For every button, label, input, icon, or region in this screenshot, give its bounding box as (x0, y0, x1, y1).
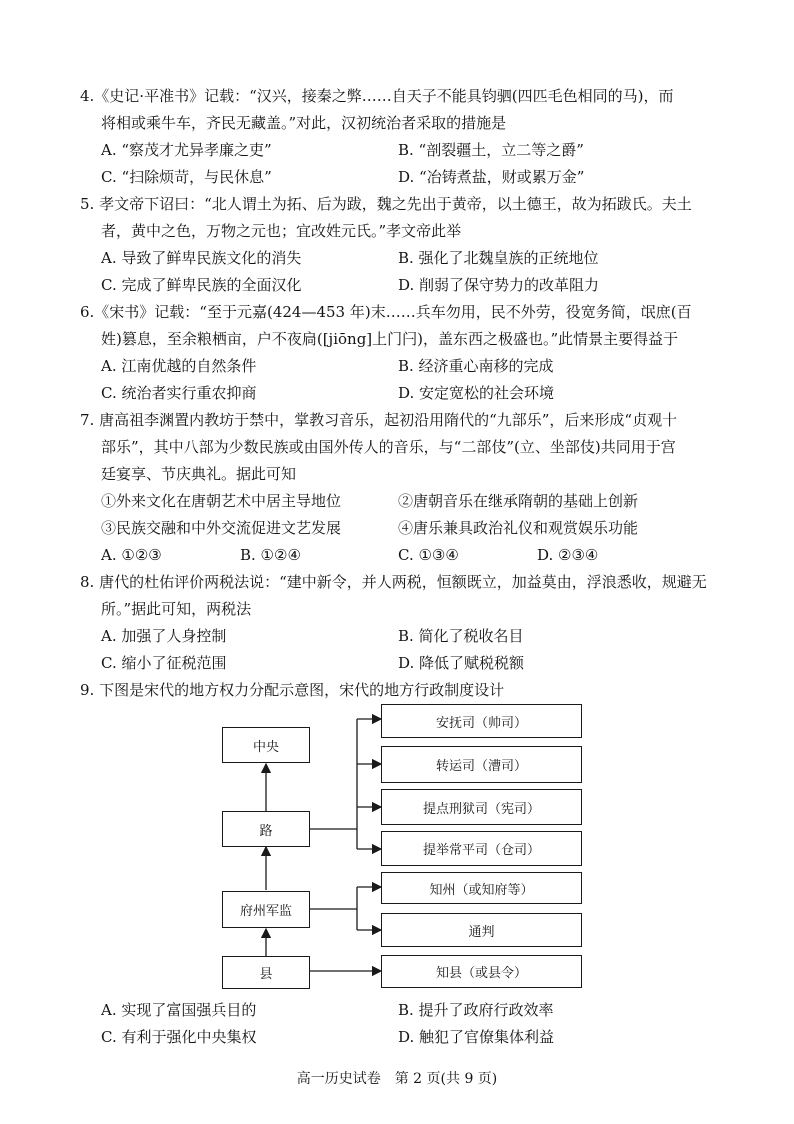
q6-stem-line2: 姓)篡息，至余粮栖亩，户不夜扃([jiōng]上门闩)，盖东西之极盛也。”此情景主要得益于 (101, 330, 679, 348)
box-tiju-changping-si: 提举常平司（仓司） (381, 831, 582, 866)
box-zhizhou: 知州（或知府等） (381, 872, 582, 904)
q7-statement-3: ③民族交融和中外交流促进文艺发展 (101, 519, 342, 537)
box-center: 中央 (222, 727, 310, 763)
q8-stem-line2: 所。”据此可知，两税法 (101, 600, 252, 618)
q7-option-d: D. ②③④ (537, 546, 599, 564)
page-footer: 高一历史试卷 第 2 页(共 9 页) (296, 1071, 498, 1087)
q8-stem-line1: 8. 唐代的杜佑评价两税法说：“建中新令，并人两税，恒额既立，加益莫由，浮浪悉收，规避无 (80, 573, 707, 591)
q4-stem-line1: 4.《史记·平准书》记载：“汉兴，接秦之弊……自天子不能具钧驷(四匹毛色相同的马)，而 (80, 87, 674, 105)
q8-option-d: D. 降低了赋税税额 (398, 654, 525, 672)
q9-option-a: A. 实现了富国强兵目的 (101, 1001, 257, 1019)
q5-option-d: D. 削弱了保守势力的改革阻力 (398, 276, 600, 294)
q6-stem-line1: 6.《宋书》记载：“至于元嘉(424—453 年)末……兵车勿用，民不外劳，役宽务简，氓庶(百 (80, 303, 692, 321)
box-zhuanyun-si: 转运司（漕司） (381, 746, 582, 783)
q8-option-c: C. 缩小了征税范围 (101, 654, 227, 672)
box-lu: 路 (222, 811, 310, 847)
q8-option-a: A. 加强了人身控制 (101, 627, 227, 645)
box-xian: 县 (222, 956, 310, 989)
q7-option-b: B. ①②④ (240, 546, 301, 564)
q7-stem-line3: 廷宴享、节庆典礼。据此可知 (101, 465, 297, 483)
box-fuzhou-junjian: 府州军监 (222, 891, 310, 928)
q7-statement-2: ②唐朝音乐在继承隋朝的基础上创新 (398, 492, 639, 510)
q5-stem-line2: 者，黄中之色，万物之元也；宜改姓元氏。”孝文帝此举 (101, 222, 462, 240)
q7-stem-line1: 7. 唐高祖李渊置内教坊于禁中，掌教习音乐，起初沿用隋代的“九部乐”，后来形成“贞观十 (80, 411, 678, 429)
q4-option-d: D. “冶铸煮盐，财或累万金” (398, 168, 585, 186)
q9-stem: 9. 下图是宋代的地方权力分配示意图，宋代的地方行政制度设计 (80, 681, 505, 699)
q7-statement-1: ①外来文化在唐朝艺术中居主导地位 (101, 492, 342, 510)
q7-option-a: A. ①②③ (101, 546, 162, 564)
q9-option-b: B. 提升了政府行政效率 (398, 1001, 554, 1019)
q9-option-d: D. 触犯了官僚集体利益 (398, 1028, 555, 1046)
q4-option-c: C. “扫除烦苛，与民休息” (101, 168, 272, 186)
box-anfu-si: 安抚司（帅司） (381, 704, 582, 738)
q4-stem-line2: 将相或乘牛车，齐民无藏盖。”对此，汉初统治者采取的措施是 (101, 114, 507, 132)
q7-option-c: C. ①③④ (398, 546, 459, 564)
q6-option-a: A. 江南优越的自然条件 (101, 357, 257, 375)
q6-option-d: D. 安定宽松的社会环境 (398, 384, 555, 402)
q7-statement-4: ④唐乐兼具政治礼仪和观赏娱乐功能 (398, 519, 639, 537)
q8-option-b: B. 简化了税收名目 (398, 627, 524, 645)
box-tidian-xingyu-si: 提点刑狱司（宪司） (381, 789, 582, 825)
q4-option-b: B. “剖裂疆土，立二等之爵” (398, 141, 584, 159)
q4-option-a: A. “察茂才尤异孝廉之吏” (101, 141, 272, 159)
box-tongpan: 通判 (381, 913, 582, 947)
q6-option-b: B. 经济重心南移的完成 (398, 357, 554, 375)
q5-option-c: C. 完成了鲜卑民族的全面汉化 (101, 276, 302, 294)
box-zhixian: 知县（或县令） (381, 955, 582, 988)
q6-option-c: C. 统治者实行重农抑商 (101, 384, 257, 402)
q9-option-c: C. 有利于强化中央集权 (101, 1028, 257, 1046)
q5-option-a: A. 导致了鲜卑民族文化的消失 (101, 249, 302, 267)
q5-option-b: B. 强化了北魏皇族的正统地位 (398, 249, 599, 267)
q5-stem-line1: 5. 孝文帝下诏曰：“北人谓土为拓、后为跋，魏之先出于黄帝，以土德王，故为拓跋氏。夫土 (80, 195, 692, 213)
q7-stem-line2: 部乐”，其中八部为少数民族或由国外传人的音乐，与“二部伎”(立、坐部伎)共同用于宫 (101, 438, 676, 456)
